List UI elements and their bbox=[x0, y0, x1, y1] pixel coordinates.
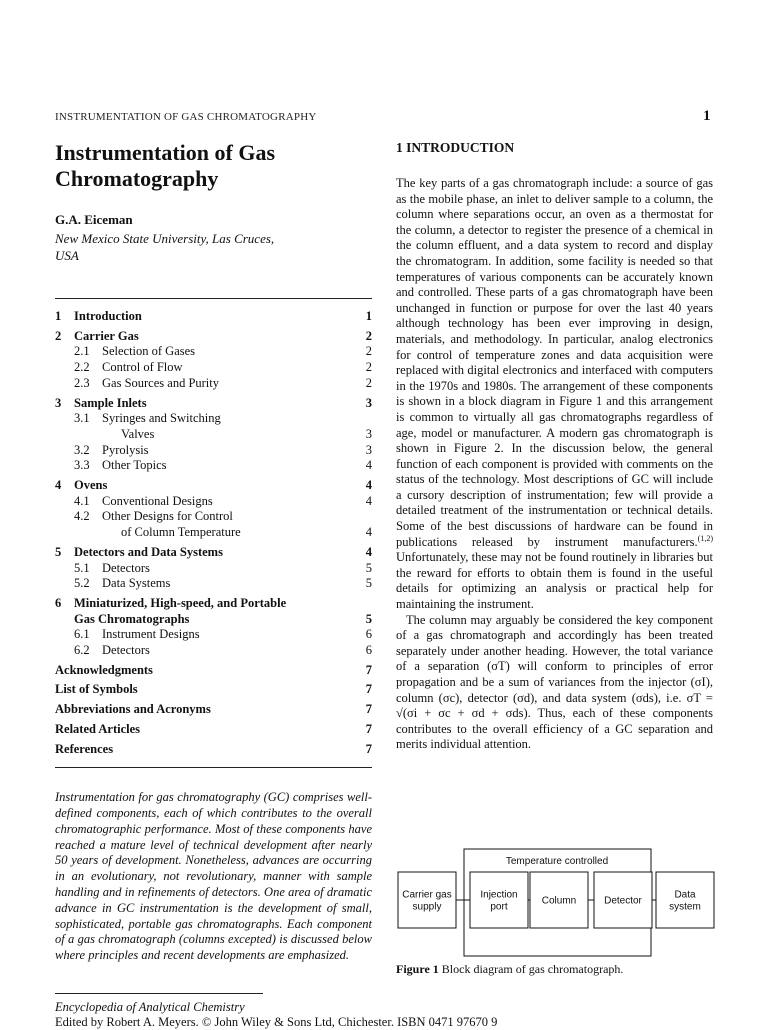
figure-caption-label: Figure 1 bbox=[396, 962, 439, 976]
toc-subentry[interactable] bbox=[55, 509, 372, 525]
toc-entry-page: 6 bbox=[365, 643, 372, 658]
toc-subentry[interactable] bbox=[55, 458, 372, 474]
toc-entry-number: 3 bbox=[55, 395, 62, 410]
toc-entry-page: 4 bbox=[365, 493, 372, 508]
right-column bbox=[396, 140, 713, 753]
abstract: Instrumentation for gas chromatography (GC) comprises well-defined components, each of which contributes to the overall chromatographic performance. Most of these components have reached a mature level of technical development after nearly 50 years of development. Nonetheless, advances are occurring in an evolutionary, not revolutionary, manner with sample handling and in refinements of detectors. One area of dramatic advance in GC instrumentation is the development of small, sophisticated, portable gas chromatographs. Each component of a gas chromatograph (columns excepted) is discussed below where principles and recent developments are emphasized. bbox=[55, 790, 372, 963]
toc-entry-label: Gas Sources and Purity bbox=[102, 375, 219, 390]
toc-entry-label: Miniaturized, High-speed, and Portable bbox=[74, 595, 287, 610]
toc-entry-page: 4 bbox=[365, 544, 372, 559]
toc-subentry[interactable] bbox=[55, 643, 372, 659]
toc-entry-label: Related Articles bbox=[55, 721, 141, 736]
toc-entry-page: 4 bbox=[365, 458, 372, 473]
toc-entry-label: Introduction bbox=[74, 309, 142, 323]
section-heading: 1 INTRODUCTION bbox=[396, 140, 515, 155]
toc-entry-label: Detectors bbox=[102, 643, 150, 658]
toc-entry-page: 4 bbox=[365, 525, 372, 540]
toc-entry-label: Selection of Gases bbox=[102, 344, 196, 359]
toc-entry-label: Detectors and Data Systems bbox=[74, 544, 223, 559]
carrier-gas-supply-label: Carrier gas bbox=[402, 889, 452, 901]
toc-subentry[interactable] bbox=[55, 411, 372, 427]
toc-entry-page: 7 bbox=[365, 741, 372, 756]
carrier-gas-supply-label: supply bbox=[412, 901, 442, 913]
toc-entry-number: 6.1 bbox=[74, 627, 90, 642]
toc-entry-label: Data Systems bbox=[102, 576, 171, 591]
toc-entry-page: 7 bbox=[365, 662, 372, 677]
toc-entry-page: 2 bbox=[365, 375, 372, 390]
data-system-label: system bbox=[669, 901, 701, 913]
injection-port-label: Injection bbox=[480, 889, 518, 901]
toc-entry[interactable] bbox=[55, 702, 372, 718]
figure-caption bbox=[396, 962, 623, 977]
table-of-contents bbox=[55, 309, 372, 757]
toc-entry-number: 4.1 bbox=[74, 493, 90, 508]
paragraph-text: The key parts of a gas chromatograph include: a source of gas as the mobile phase, an inlet to deliver sample to a column, the column where separations occur, an oven as a thermostat for the column, a detector to register the presence of a chemical in the column effluent, and a data system to record and display the chromatogram. In addition, some facility is needed so that temperatures of various components can be accurately known and controlled. These parts of a gas chromatograph have been unchanged in function or purpose for over the last 40 years although technology has been ever improving in design, materials, and methodology. In particular, analog electronics for control of temperature zones and data acquisition were replaced with digital electronics and interfaced with computers in the 1970s and 1980s. The arrangement of these components is shown in a block diagram in Figure 1 and this arrangement is common to virtually all gas chromatographs regardless of age, model or manufacturer. A modern gas chromatograph is shown in Figure 2. In the discussion below, the general function of each component is provided with comments on the status of the technology. Most descriptions of GC will include a cursory description of instrumentation; few will provide a detailed treatment of the instrumentation or technical details. Some of the best discussions of hardware can be found in publications released by instrument manufacturers. bbox=[396, 176, 713, 549]
running-head: INSTRUMENTATION OF GAS CHROMATOGRAPHY bbox=[55, 111, 317, 123]
toc-entry-number: 2.1 bbox=[74, 344, 90, 359]
data-system-label: Data bbox=[674, 889, 696, 901]
paragraph bbox=[396, 176, 713, 613]
toc-entry-continued[interactable] bbox=[55, 612, 372, 628]
toc-entry-number: 2.2 bbox=[74, 360, 90, 375]
toc-entry-number: 2.3 bbox=[74, 375, 90, 390]
toc-entry-label: Sample Inlets bbox=[74, 395, 147, 410]
toc-entry-number: 4.2 bbox=[74, 509, 90, 524]
toc-entry-page: 7 bbox=[365, 721, 372, 736]
toc-entry-label: Other Topics bbox=[102, 458, 167, 473]
toc-entry-page: 2 bbox=[365, 328, 372, 343]
toc-entry-label: Detectors bbox=[102, 560, 150, 575]
toc-entry-label: Control of Flow bbox=[102, 360, 183, 375]
toc-entry-page: 3 bbox=[365, 395, 372, 410]
toc-entry-label: Conventional Designs bbox=[102, 493, 213, 508]
toc-entry-number: 6 bbox=[55, 595, 62, 610]
toc-entry-page: 7 bbox=[365, 682, 372, 697]
article-title: Instrumentation of Gas Chromatography bbox=[55, 140, 276, 191]
toc-entry[interactable] bbox=[55, 396, 372, 412]
toc-entry[interactable] bbox=[55, 478, 372, 494]
toc-entry-label: Abbreviations and Acronyms bbox=[55, 702, 211, 717]
toc-entry-label: Ovens bbox=[74, 478, 108, 493]
page-number: 1 bbox=[703, 108, 711, 124]
footer-copyright: Edited by Robert A. Meyers. © John Wiley & Sons Ltd, Chichester. ISBN 0471 97670 9 bbox=[55, 1015, 498, 1029]
toc-entry-page: 5 bbox=[365, 560, 372, 575]
toc-entry-number: 1 bbox=[55, 309, 62, 323]
toc-entry-page: 2 bbox=[365, 360, 372, 375]
author-affiliation bbox=[55, 230, 372, 264]
toc-entry-number: 6.2 bbox=[74, 643, 90, 658]
toc-top-rule bbox=[55, 298, 372, 299]
toc-subentry[interactable] bbox=[55, 627, 372, 643]
diagram-blocks bbox=[398, 872, 714, 928]
column-label: Column bbox=[541, 895, 577, 907]
toc-subentry[interactable] bbox=[55, 576, 372, 592]
toc-entry-page: 4 bbox=[365, 478, 372, 493]
toc-entry-number: 3.3 bbox=[74, 458, 90, 473]
toc-entry-page: 2 bbox=[365, 344, 372, 359]
toc-entry-page: 7 bbox=[365, 702, 372, 717]
toc-entry-label: List of Symbols bbox=[55, 682, 138, 697]
toc-entry-label: Carrier Gas bbox=[74, 328, 139, 343]
toc-entry-page: 3 bbox=[365, 426, 372, 441]
toc-entry[interactable] bbox=[55, 309, 372, 325]
toc-entry-label: References bbox=[55, 741, 114, 756]
toc-entry-number: 2 bbox=[55, 328, 62, 343]
toc-entry-label: Other Designs for Control bbox=[102, 509, 233, 524]
toc-entry[interactable] bbox=[55, 329, 372, 345]
toc-entry-page: 5 bbox=[365, 576, 372, 591]
toc-subentry[interactable] bbox=[55, 494, 372, 510]
toc-entry[interactable] bbox=[55, 545, 372, 561]
toc-subentry[interactable] bbox=[55, 344, 372, 360]
toc-entry[interactable] bbox=[55, 596, 372, 612]
toc-entry-label: Gas Chromatographs bbox=[74, 611, 190, 626]
toc-entry-page: 6 bbox=[365, 627, 372, 642]
left-column bbox=[55, 140, 372, 964]
affiliation-line: USA bbox=[55, 248, 79, 263]
toc-subentry[interactable] bbox=[55, 360, 372, 376]
toc-entry[interactable] bbox=[55, 663, 372, 679]
toc-entry-label: of Column Temperature bbox=[121, 525, 241, 540]
block-diagram bbox=[396, 848, 716, 958]
toc-subentry-continued[interactable] bbox=[55, 427, 372, 443]
toc-entry-page: 1 bbox=[365, 309, 372, 323]
affiliation-line: New Mexico State University, Las Cruces, bbox=[55, 231, 275, 246]
toc-entry-page: 5 bbox=[365, 611, 372, 626]
toc-entry-label: Syringes and Switching bbox=[102, 411, 221, 426]
toc-entry-number: 4 bbox=[55, 478, 62, 493]
toc-entry-label: Pyrolysis bbox=[102, 442, 149, 457]
toc-subentry[interactable] bbox=[55, 443, 372, 459]
toc-entry-number: 5.2 bbox=[74, 576, 90, 591]
toc-entry[interactable] bbox=[55, 722, 372, 738]
footer-publication: Encyclopedia of Analytical Chemistry bbox=[55, 1000, 245, 1014]
paragraph: The column may arguably be considered the key component of a gas chromatograph and accordingly has been treated separately under another heading. However, the total variance of a separation (σT) will conform to principles of error propagation and be a sum of variances from the injector (σI), column (σc), detector (σd), and data system (σds), i.e. σT = √(σi + σc + σd + σds). Thus, each of these components contributes to the overall efficiency of a GC separation and merits individual attention. bbox=[396, 612, 713, 752]
toc-subentry[interactable] bbox=[55, 561, 372, 577]
toc-entry-number: 5.1 bbox=[74, 560, 90, 575]
citation-superscript[interactable]: (1,2) bbox=[697, 533, 713, 543]
toc-entry-number: 3.1 bbox=[74, 411, 90, 426]
toc-subentry-continued[interactable] bbox=[55, 525, 372, 541]
toc-entry[interactable] bbox=[55, 682, 372, 698]
paragraph-text: Unfortunately, these may not be found routinely in libraries but the reward for efforts to obtain them is found in the useful details for optimizing an analysis or practical help for maintaining the instrument. bbox=[396, 550, 713, 612]
body-text bbox=[396, 176, 713, 753]
enclosure-label: Temperature controlled bbox=[505, 856, 609, 867]
toc-entry-page: 3 bbox=[365, 442, 372, 457]
figure-caption-text: Block diagram of gas chromatograph. bbox=[441, 962, 624, 976]
toc-entry-number: 3.2 bbox=[74, 442, 90, 457]
figure-1-block-diagram bbox=[396, 848, 716, 958]
toc-bottom-rule bbox=[55, 767, 372, 768]
author-name: G.A. Eiceman bbox=[55, 212, 133, 227]
toc-subentry[interactable] bbox=[55, 376, 372, 392]
toc-entry-number: 5 bbox=[55, 544, 62, 559]
toc-entry-label: Acknowledgments bbox=[55, 662, 153, 677]
detector-label: Detector bbox=[604, 895, 642, 907]
toc-entry[interactable] bbox=[55, 742, 372, 758]
toc-entry-label: Instrument Designs bbox=[102, 627, 200, 642]
injection-port-label: port bbox=[490, 901, 508, 913]
footer-rule bbox=[55, 993, 263, 994]
toc-entry-label: Valves bbox=[121, 426, 155, 441]
